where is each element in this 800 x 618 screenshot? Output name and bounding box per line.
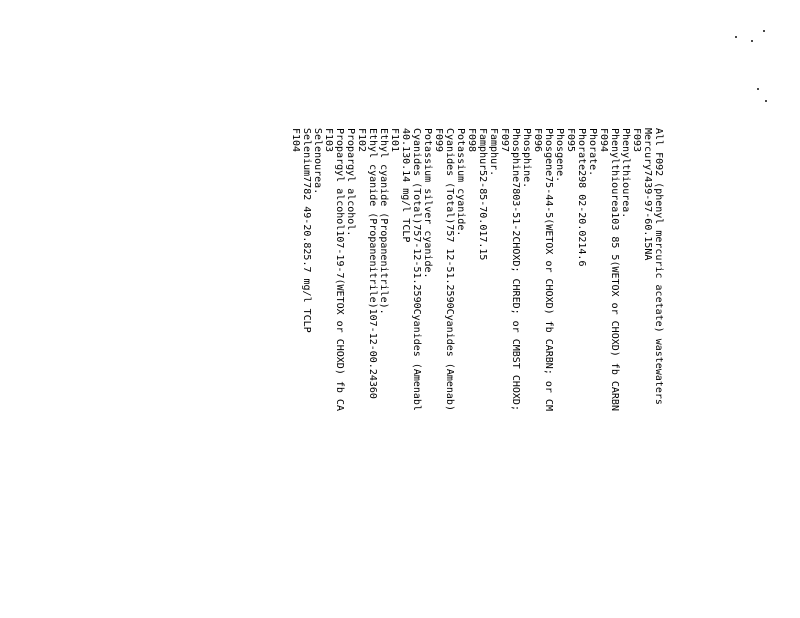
text-line: Phosphine7803-51-2CHOXD; CHRED; or CMBST CHOXD; [510,128,521,411]
text-line: F104 [290,128,301,153]
text-line: F093 [631,128,642,153]
text-line: Cyanides (Total)757 12-51.2590Cyanides (Amenab) [444,128,455,411]
text-line: Ethyl cyanide (Propanenitrile). [378,128,389,315]
text-line: Phorate. [587,128,598,177]
text-line: Phosgene. [554,128,565,183]
text-line: Propargyl alcohol107-19-7(WETOX or CHOXD) fb CA [334,128,345,411]
text-line: All F092 (phenyl mercuric acetate) wastewaters [653,128,664,405]
text-line: Propargyl alcohol. [345,128,356,237]
text-line: F098 [466,128,477,153]
text-line: Phosgene75-44-5(WETOX or CHOXD) fb CARBN; or CM [543,128,554,411]
text-line: F097 [499,128,510,153]
text-line: Famphur. [488,128,499,177]
text-line: Potassium silver cyanide. [422,128,433,279]
text-line: Phosphine. [521,128,532,189]
text-line: F101 [389,128,400,153]
text-line: F102 [356,128,367,153]
text-line: F099 [433,128,444,153]
document-body [290,128,664,411]
text-line: F094 [598,128,609,153]
text-line: F095 [565,128,576,153]
text-line: Selenium7782 49-20.825.7 mg/l TCLP [301,128,312,333]
text-line: 40.130.14 mg/l TCLP [400,128,411,243]
text-line: Selenourea. [312,128,323,195]
text-line: Cyanides (Total)757-12-51.2590Cyanides (Amenabl [411,128,422,411]
text-line: Potassium cyanide. [455,128,466,237]
text-line: Phenylthiourea103 85 5(WETOX or CHOXD) fb CARBN [609,128,620,411]
text-line: Phenylthiourea. [620,128,631,219]
text-line: F103 [323,128,334,153]
text-line: Ethyl cyanide (Propanenitrile)107-12-00.24360 [367,128,378,399]
text-line: Mercury7439-97-60.15NA [642,128,653,261]
text-line: Phorate298 02-20.0214.6 [576,128,587,267]
text-line: F096 [532,128,543,153]
text-line: Famphur52-85-70.017.15 [477,128,488,261]
